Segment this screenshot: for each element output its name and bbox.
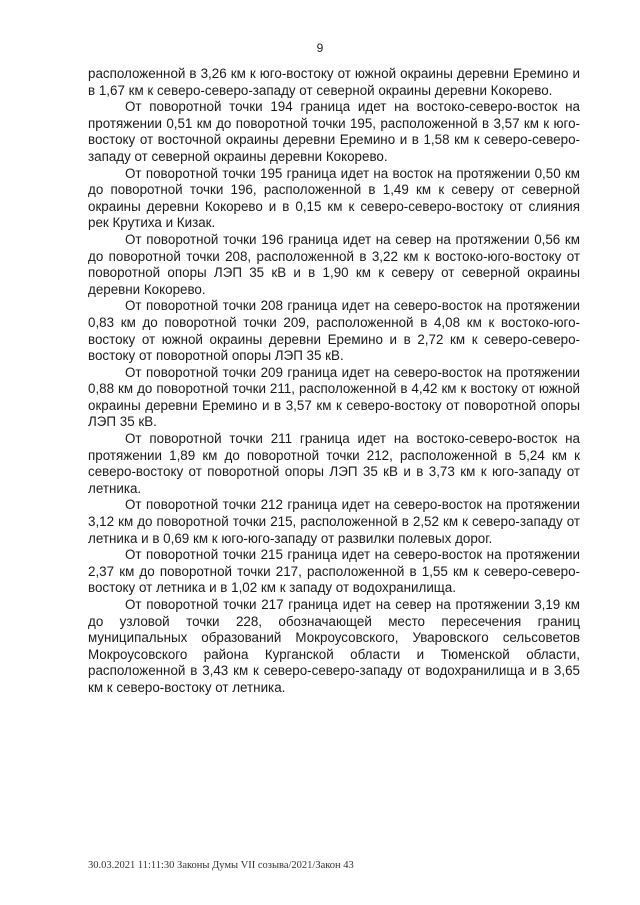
page-number: 9 — [316, 41, 324, 55]
paragraph: От поворотной точки 211 граница идет на востоко-северо-восток на протяжении 1,89 км до поворотной точки 212, расположенной в 5,24 км к северо-востоку от поворотной опоры ЛЭП 35 кВ и в 3,73 км к юго-западу от летника. — [88, 431, 580, 496]
paragraph-continuation: расположенной в 3,26 км к юго-востоку от южной окраины деревни Еремино и в 1,67 км к северо-северо-западу от северной окраины деревни Кокорево. — [88, 66, 580, 98]
paragraph: От поворотной точки 194 граница идет на востоко-северо-восток на протяжении 0,51 км до поворотной точки 195, расположенной в 3,57 км к юго-востоку от восточной окраины деревни Еремино и в 1,58 км к северо-северо-западу от северной окраины деревни Кокорево. — [88, 99, 580, 164]
document-footer: 30.03.2021 11:11:30 Законы Думы VII созыва/2021/Закон 43 — [88, 860, 354, 871]
document-body — [88, 66, 580, 697]
paragraph: От поворотной точки 212 граница идет на северо-восток на протяжении 3,12 км до поворотной точки 215, расположенной в 2,52 км к северо-западу от летника и в 0,69 км к юго-юго-западу от развилки полевых дорог. — [88, 497, 580, 546]
paragraph: От поворотной точки 217 граница идет на север на протяжении 3,19 км до узловой точки 228, обозначающей место пересечения границ муниципальных образований Мокроусовского, Уваровского сельсоветов Мокроусовского района Курганской области и Тюменской области, расположенной в 3,43 км к северо-северо-западу от водохранилища и в 3,65 км к северо-востоку от летника. — [88, 597, 580, 695]
paragraph: От поворотной точки 208 граница идет на северо-восток на протяжении 0,83 км до поворотной точки 209, расположенной в 4,08 км к востоко-юго-востоку от южной окраины деревни Еремино и в 2,72 км к северо-северо-востоку от поворотной опоры ЛЭП 35 кВ. — [88, 298, 580, 364]
paragraph: От поворотной точки 196 граница идет на север на протяжении 0,56 км до поворотной точки 208, расположенной в 3,22 км к востоко-юго-востоку от поворотной опоры ЛЭП 35 кВ и в 1,90 км к северу от северной окраины деревни Кокорево. — [88, 231, 580, 297]
paragraph: От поворотной точки 209 граница идет на северо-восток на протяжении 0,88 км до поворотной точки 211, расположенной в 4,42 км к востоку от южной окраины деревни Еремино и в 3,57 км к северо-востоку от поворотной опоры ЛЭП 35 кВ. — [88, 364, 580, 430]
paragraph: От поворотной точки 215 граница идет на северо-восток на протяжении 2,37 км до поворотной точки 217, расположенной в 1,55 км к северо-северо-востоку от летника и в 1,02 км к западу от водохранилища. — [88, 547, 580, 596]
paragraph: От поворотной точки 195 граница идет на восток на протяжении 0,50 км до поворотной точки 196, расположенной в 1,49 км к северу от северной окраины деревни Кокорево и в 0,15 км к северо-северо-востоку от слияния рек Крутиха и Кизак. — [88, 165, 580, 231]
